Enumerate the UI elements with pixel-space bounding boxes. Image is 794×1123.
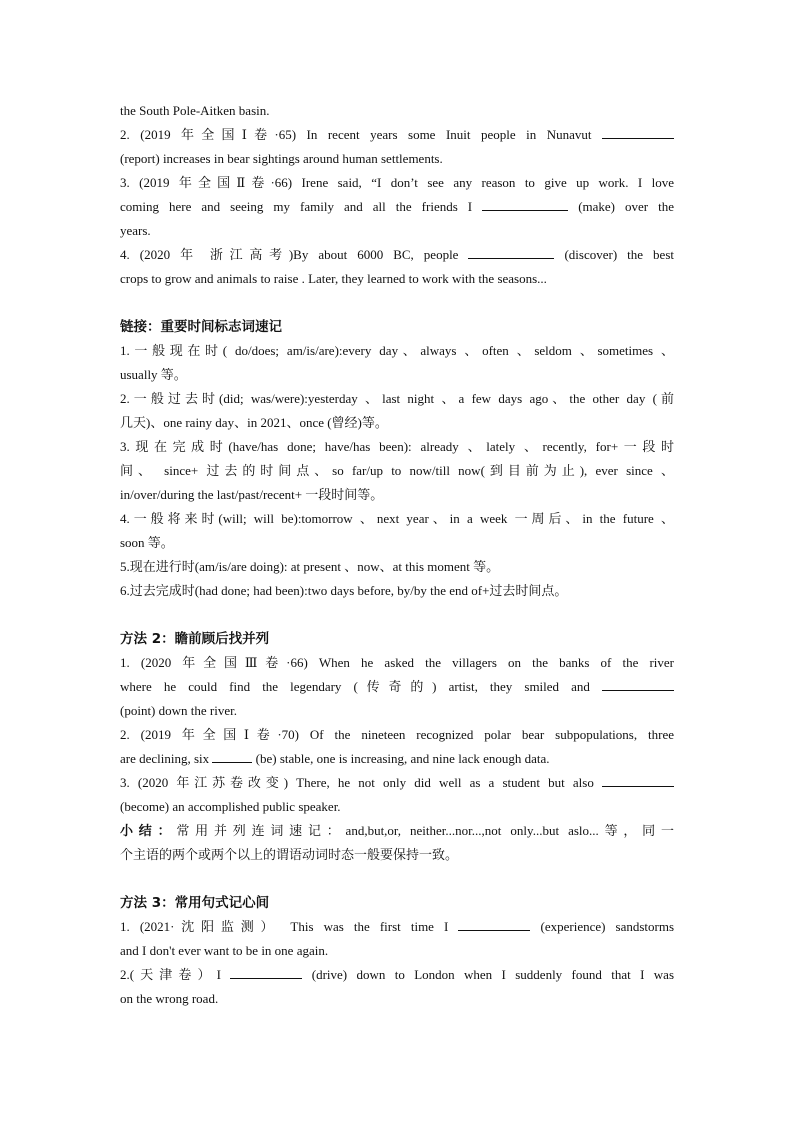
- q3-line-3: years.: [120, 223, 151, 238]
- m3-q1-answer-blank[interactable]: [458, 915, 530, 931]
- m3-q2-line-2: on the wrong road.: [120, 991, 219, 1006]
- q4-line-2: crops to grow and animals to raise . Later, they learned to work with the seasons...: [120, 271, 547, 286]
- q2-line-1: [120, 123, 674, 147]
- q2-line-2: (report) increases in bear sightings around human settlements.: [120, 151, 443, 166]
- m2-q1-text: where he could find the legendary (传奇的) artist, they smiled and: [120, 679, 590, 694]
- q3-text-post: (make) over the: [578, 199, 674, 214]
- q4-line-1: [120, 243, 674, 267]
- m2-q1-answer-blank[interactable]: [602, 675, 674, 691]
- m2-q1-line-3: (point) down the river.: [120, 703, 237, 718]
- q3-line-2: [120, 195, 674, 219]
- link-line: in/over/during the last/past/recent+ 一段时间等。: [120, 487, 384, 502]
- summary-lead: 小结：: [120, 824, 177, 839]
- m2-q2-line-2: [120, 747, 674, 771]
- m2-q3-answer-blank[interactable]: [602, 771, 674, 787]
- link-line: 4.一般将来时(will; will be):tomorrow 、next year、in a week 一周后、in the future 、: [120, 511, 674, 526]
- m3-q2-answer-blank[interactable]: [230, 963, 302, 979]
- m3-q2-text-post: (drive) down to London when I suddenly found that I was: [311, 967, 674, 982]
- m3-q1-line-2: and I don't ever want to be in one again.: [120, 943, 329, 958]
- q4-text-pre: 4. (2020 年 浙江高考)By about 6000 BC, people: [120, 247, 459, 262]
- method-2-heading: 方法 2：瞻前顾后找并列: [120, 631, 270, 647]
- q4-answer-blank[interactable]: [468, 243, 554, 259]
- link-line: 2.一般过去时(did; was/were):yesterday 、last night 、a few days ago、the other day (前: [120, 391, 674, 406]
- method-3-heading: 方法 3：常用句式记心间: [120, 895, 270, 911]
- m2-q2-answer-blank[interactable]: [212, 747, 252, 763]
- m3-q2-text-pre: 2.(天津卷）I: [120, 967, 221, 982]
- m2-q2-line-1: 2. (2019 年全国Ⅰ卷·70) Of the nineteen recognized polar bear subpopulations, three: [120, 727, 674, 742]
- m2-q1-line-1: 1. (2020 年全国Ⅲ卷·66) When he asked the villagers on the banks of the river: [120, 655, 674, 670]
- link-line: 5.现在进行时(am/is/are doing): at present 、now、at this moment 等。: [120, 559, 500, 574]
- m2-q2-text-post: (be) stable, one is increasing, and nine lack enough data.: [255, 751, 550, 766]
- q4-text-post: (discover) the best: [564, 247, 674, 262]
- link-line: soon 等。: [120, 535, 174, 550]
- m2-q2-text-pre: are declining, six: [120, 751, 210, 766]
- document-body: [120, 99, 674, 1011]
- q1-tail: the South Pole-Aitken basin.: [120, 103, 270, 118]
- m3-q2-line-1: [120, 963, 674, 987]
- q3-text-pre: coming here and seeing my family and all the friends I: [120, 199, 473, 214]
- link-line: 1.一般现在时( do/does; am/is/are):every day、always 、often 、seldom 、sometimes 、: [120, 343, 674, 358]
- summary-line-1: [120, 819, 674, 843]
- q3-answer-blank[interactable]: [482, 195, 568, 211]
- m2-q3-line-2: (become) an accomplished public speaker.: [120, 799, 341, 814]
- link-line: 3.现在完成时(have/has done; have/has been): already 、lately 、recently, for+一段时: [120, 439, 674, 454]
- summary-line-2: 个主语的两个或两个以上的谓语动词时态一般要保持一致。: [120, 847, 459, 862]
- link-line: 间、 since+ 过去的时间点、so far/up to now/till now(到目前为止), ever since 、: [120, 463, 674, 478]
- link-line: 6.过去完成时(had done; had been):two days before, by/by the end of+过去时间点。: [120, 583, 568, 598]
- q2-answer-blank[interactable]: [602, 123, 674, 139]
- q2-text: 2. (2019 年全国Ⅰ卷·65) In recent years some Inuit people in Nunavut: [120, 127, 592, 142]
- link-line: usually 等。: [120, 367, 187, 382]
- q3-line-1: 3. (2019 年全国Ⅱ卷·66) Irene said, “I don’t see any reason to give up work. I love: [120, 175, 674, 190]
- m3-q1-line-1: [120, 915, 674, 939]
- m3-q1-text-pre: 1. (2021·沈阳监测） This was the first time I: [120, 919, 449, 934]
- m2-q3-line-1: [120, 771, 674, 795]
- summary-text: 常用并列连词速记：and,but,or, neither...nor...,not only...but aslo...等，同一: [176, 823, 674, 838]
- m3-q1-text-post: (experience) sandstorms: [540, 919, 674, 934]
- m2-q3-text: 3. (2020 年江苏卷改变) There, he not only did well as a student but also: [120, 775, 594, 790]
- link-line: 几天)、one rainy day、in 2021、once (曾经)等。: [120, 415, 388, 430]
- link-heading: 链接：重要时间标志词速记: [120, 319, 282, 335]
- m2-q1-line-2: [120, 675, 674, 699]
